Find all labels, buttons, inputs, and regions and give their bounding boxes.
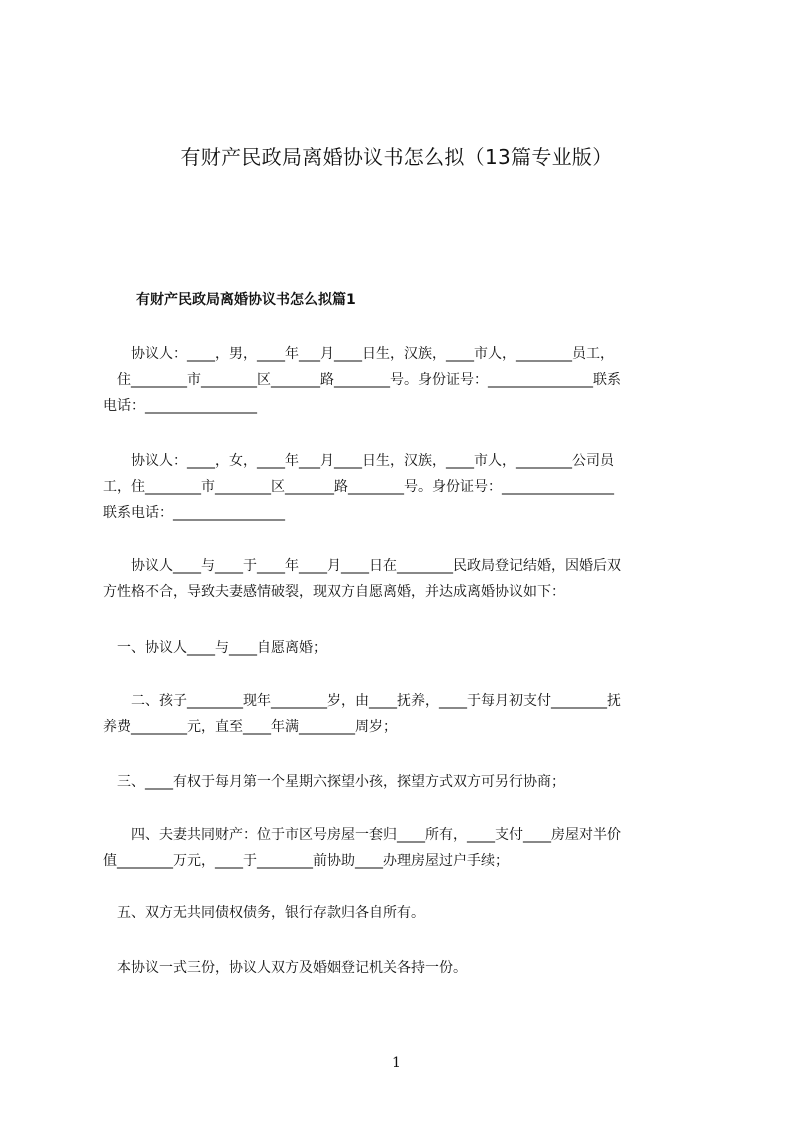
paragraph-line: 一、协议人____与____自愿离婚； <box>103 640 327 656</box>
paragraph-line: 协议人：____，男，____年___月____日生，汉族，____市人，________员工， <box>103 346 614 362</box>
paragraph-line: 方性格不合，导致夫妻感情破裂，现双方自愿离婚，并达成离婚协议如下： <box>103 584 565 600</box>
paragraph-line: 养费________元，直至____年满________周岁； <box>103 719 397 735</box>
paragraph-line: 五、双方无共同债权债务，银行存款归各自所有。 <box>103 905 425 921</box>
clause-4 <box>103 822 699 874</box>
paragraph-line: 三、____有权于每月第一个星期六探望小孩，探望方式双方可另行协商； <box>103 774 565 790</box>
clause-3 <box>103 769 699 795</box>
paragraph-line: 四、夫妻共同财产：位于市区号房屋一套归____所有，____支付____房屋对半价 <box>103 827 621 843</box>
paragraph-female-party <box>103 448 699 526</box>
paragraph-line: 联系电话：________________ <box>103 505 285 521</box>
paragraph-line: 工，住________市________区_______路________号。身份证号：________________ <box>103 479 614 495</box>
paragraph-line: 住________市________区_______路________号。身份证号：_______________联系 <box>103 372 621 388</box>
paragraph-line: 值________万元，____于________前协助____办理房屋过户手续； <box>103 853 509 869</box>
document-title: 有财产民政局离婚协议书怎么拟（13篇专业版） <box>180 145 613 169</box>
paragraph-marriage-info <box>103 553 699 605</box>
section-heading: 有财产民政局离婚协议书怎么拟篇1 <box>136 292 356 308</box>
paragraph-line: 电话：________________ <box>103 398 257 414</box>
paragraph-male-party <box>103 341 699 419</box>
paragraph-line: 协议人____与____于____年____月____日在________民政局登记结婚，因婚后双 <box>103 558 621 574</box>
clause-2 <box>103 688 699 740</box>
page-number: 1 <box>392 1055 401 1071</box>
paragraph-line: 本协议一式三份，协议人双方及婚姻登记机关各持一份。 <box>103 960 467 976</box>
paragraph-line: 二、孩子________现年________岁，由____抚养，____于每月初支付________抚 <box>103 693 621 709</box>
copies-clause <box>103 955 699 981</box>
paragraph-line: 协议人：____，女，____年___月____日生，汉族，____市人，________公司员 <box>103 453 614 469</box>
clause-1 <box>103 635 699 661</box>
clause-5 <box>103 900 699 926</box>
